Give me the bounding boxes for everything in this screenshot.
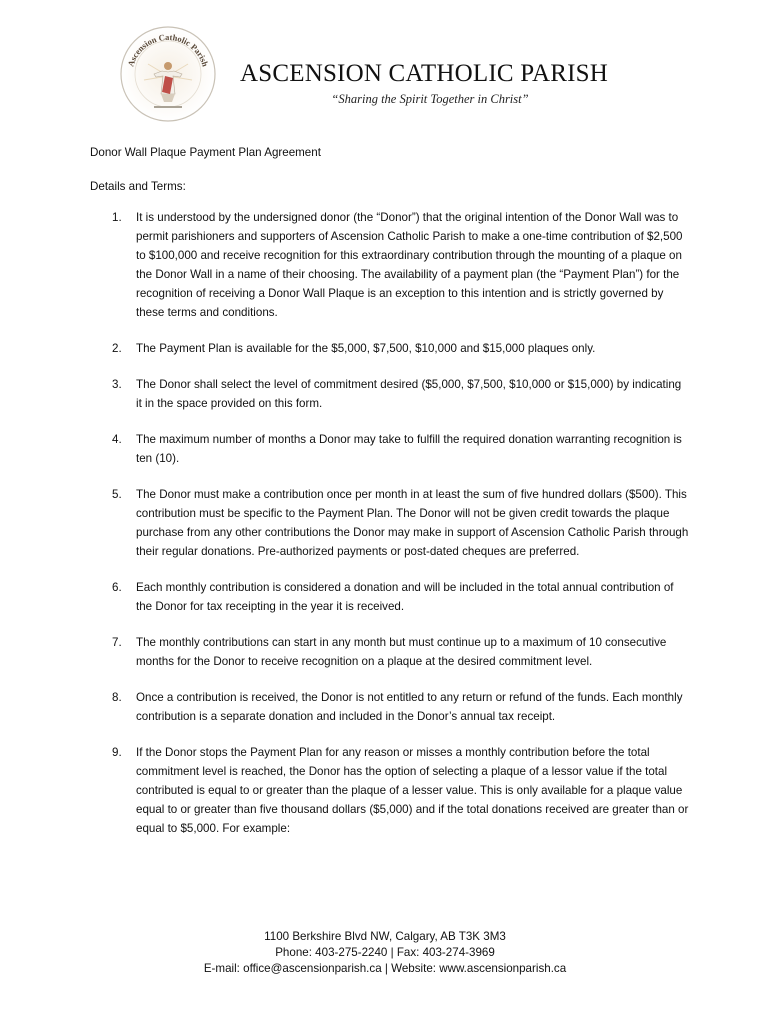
term-number: 9. — [112, 746, 122, 759]
term-item — [90, 743, 690, 838]
page-footer — [0, 929, 770, 977]
term-text: Each monthly contribution is considered a donation and will be included in the total annual contribution of the Donor for tax receipting in the year it is received. — [136, 581, 674, 613]
document-title: Donor Wall Plaque Payment Plan Agreement — [90, 146, 321, 159]
terms-list — [90, 208, 690, 838]
term-text: The monthly contributions can start in any month but must continue up to a maximum of 10 consecutive months for the Donor to receive recognition on a plaque at the desired commitment level. — [136, 636, 667, 668]
term-number: 3. — [112, 378, 122, 391]
footer-phone-fax: Phone: 403-275-2240 | Fax: 403-274-3969 — [275, 946, 495, 959]
parish-logo — [118, 24, 218, 124]
term-number: 6. — [112, 581, 122, 594]
term-item — [90, 633, 690, 671]
term-item — [90, 578, 690, 616]
term-item — [90, 208, 690, 322]
term-number: 1. — [112, 211, 122, 224]
parish-logo-icon — [118, 24, 218, 124]
term-number: 4. — [112, 433, 122, 446]
footer-address: 1100 Berkshire Blvd NW, Calgary, AB T3K 3M3 — [264, 930, 506, 943]
term-text: The Donor must make a contribution once per month in at least the sum of five hundred dollars ($500). This contribution must be specific to the Payment Plan. The Donor will not be given credit towards the plaque purchase from any other contributions the Donor may make in support of Ascension Catholic Parish through their regular donations. Pre-authorized payments or post-dated cheques are preferred. — [136, 488, 689, 558]
term-text: Once a contribution is received, the Donor is not entitled to any return or refund of the funds. Each monthly contribution is a separate donation and included in the Donor’s annual tax receipt. — [136, 691, 683, 723]
term-number: 2. — [112, 342, 122, 355]
term-number: 7. — [112, 636, 122, 649]
term-item — [90, 375, 690, 413]
term-text: It is understood by the undersigned donor (the “Donor”) that the original intention of the Donor Wall was to permit parishioners and supporters of Ascension Catholic Parish to make a one-time contribution of $2,500 to $100,000 and receive recognition for this extraordinary contribution through the mounting of a plaque on the Donor Wall in a name of their choosing. The availability of a payment plan (the “Payment Plan”) for the recognition of receiving a Donor Wall Plaque is an exception to this intention and is strictly governed by these terms and conditions. — [136, 211, 683, 319]
term-text: If the Donor stops the Payment Plan for any reason or misses a monthly contribution before the total commitment level is reached, the Donor has the option of selecting a plaque of a lessor value if the total contributed is equal to or greater than the plaque of a lesser value. This is only available for a plaque value equal to or greater than five thousand dollars ($5,000) and if the total donations received are greater than or equal to $5,000. For example: — [136, 746, 689, 835]
parish-name-title: ASCENSION CATHOLIC PARISH — [240, 60, 609, 87]
term-item — [90, 688, 690, 726]
term-text: The maximum number of months a Donor may take to fulfill the required donation warranting recognition is ten (10). — [136, 433, 682, 465]
term-item — [90, 430, 690, 468]
term-text: The Payment Plan is available for the $5,000, $7,500, $10,000 and $15,000 plaques only. — [136, 342, 596, 355]
term-text: The Donor shall select the level of commitment desired ($5,000, $7,500, $10,000 or $15,000) by indicating it in the space provided on this form. — [136, 378, 682, 410]
details-heading: Details and Terms: — [90, 180, 186, 193]
term-item — [90, 485, 690, 561]
logo-arc-text: Ascension Catholic Parish — [125, 31, 211, 68]
parish-tagline: “Sharing the Spirit Together in Christ” — [331, 92, 529, 106]
agreement-document — [90, 143, 690, 855]
term-number: 8. — [112, 691, 122, 704]
term-number: 5. — [112, 488, 122, 501]
footer-email-website: E-mail: office@ascensionparish.ca | Website: www.ascensionparish.ca — [203, 962, 567, 975]
term-item — [90, 339, 690, 358]
